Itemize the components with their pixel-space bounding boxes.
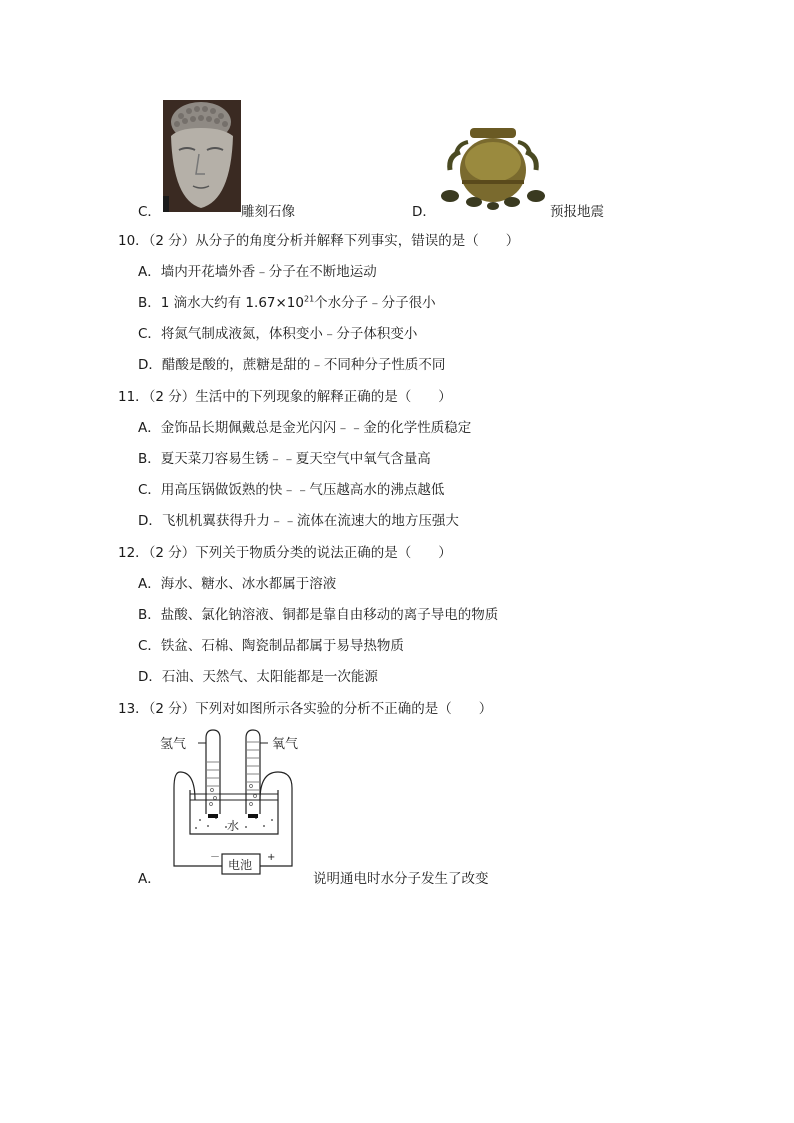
stone-statue-image	[163, 100, 241, 212]
water-label: 水	[227, 819, 240, 833]
question-12-option-a: A．海水、糖水、冰水都属于溶液	[138, 576, 337, 592]
option-c-caption: 雕刻石像	[241, 204, 295, 220]
oxygen-label: 氧气	[272, 737, 299, 752]
question-10-option-c: C．将氮气制成液氮，体积变小﹣分子体积变小	[138, 326, 418, 342]
anode	[248, 814, 258, 818]
question-10-stem: 10．（2 分）从分子的角度分析并解释下列事实，错误的是（ ）	[118, 233, 520, 249]
option-c-letter: C．	[138, 204, 161, 220]
hydrogen-tube	[206, 730, 220, 814]
cathode	[208, 814, 218, 818]
question-11-option-c: C．用高压锅做饭熟的快﹣﹣气压越高水的沸点越低	[138, 482, 445, 498]
option-d-caption: 预报地震	[550, 204, 604, 220]
question-12-option-d: D．石油、天然气、太阳能都是一次能源	[138, 669, 378, 685]
oxygen-tube	[246, 730, 260, 814]
seismograph-image	[440, 122, 546, 210]
battery-label: 电池	[228, 858, 253, 872]
electrolysis-diagram	[160, 728, 310, 880]
question-11-option-a: A．金饰品长期佩戴总是金光闪闪﹣﹣金的化学性质稳定	[138, 420, 472, 436]
plus-sign: +	[267, 852, 276, 863]
positive-wire	[260, 772, 292, 866]
question-11-option-d: D．飞机机翼获得升力﹣﹣流体在流速大的地方压强大	[138, 513, 459, 529]
question-10-option-d: D．醋酸是酸的，蔗糖是甜的﹣不同种分子性质不同	[138, 357, 446, 373]
hydrogen-label: 氢气	[160, 737, 187, 752]
option-d-letter: D．	[412, 204, 436, 220]
question-10-option-a: A．墙内开花墙外香﹣分子在不断地运动	[138, 264, 377, 280]
question-10-option-b: B．1 滴水大约有 $1.67\times 10^{21}$个水分子﹣分子很小	[138, 294, 436, 311]
minus-sign: －	[210, 852, 220, 863]
tube-bubbles	[210, 785, 257, 806]
question-11-option-b: B．夏天菜刀容易生锈﹣﹣夏天空气中氧气含量高	[138, 451, 431, 467]
question-13-option-a-caption: 说明通电时水分子发生了改变	[313, 871, 489, 887]
question-12-option-c: C．铁盆、石棉、陶瓷制品都属于易导热物质	[138, 638, 404, 654]
question-13-option-a-letter: A．	[138, 871, 161, 887]
question-11-stem: 11．（2 分）生活中的下列现象的解释正确的是（ ）	[118, 389, 452, 405]
question-12-stem: 12．（2 分）下列关于物质分类的说法正确的是（ ）	[118, 545, 452, 561]
tube-liquid-lines	[207, 742, 259, 794]
question-12-option-b: B．盐酸、氯化钠溶液、铜都是靠自由移动的离子导电的物质	[138, 607, 499, 623]
question-13-stem: 13．（2 分）下列对如图所示各实验的分析不正确的是（ ）	[118, 701, 493, 717]
